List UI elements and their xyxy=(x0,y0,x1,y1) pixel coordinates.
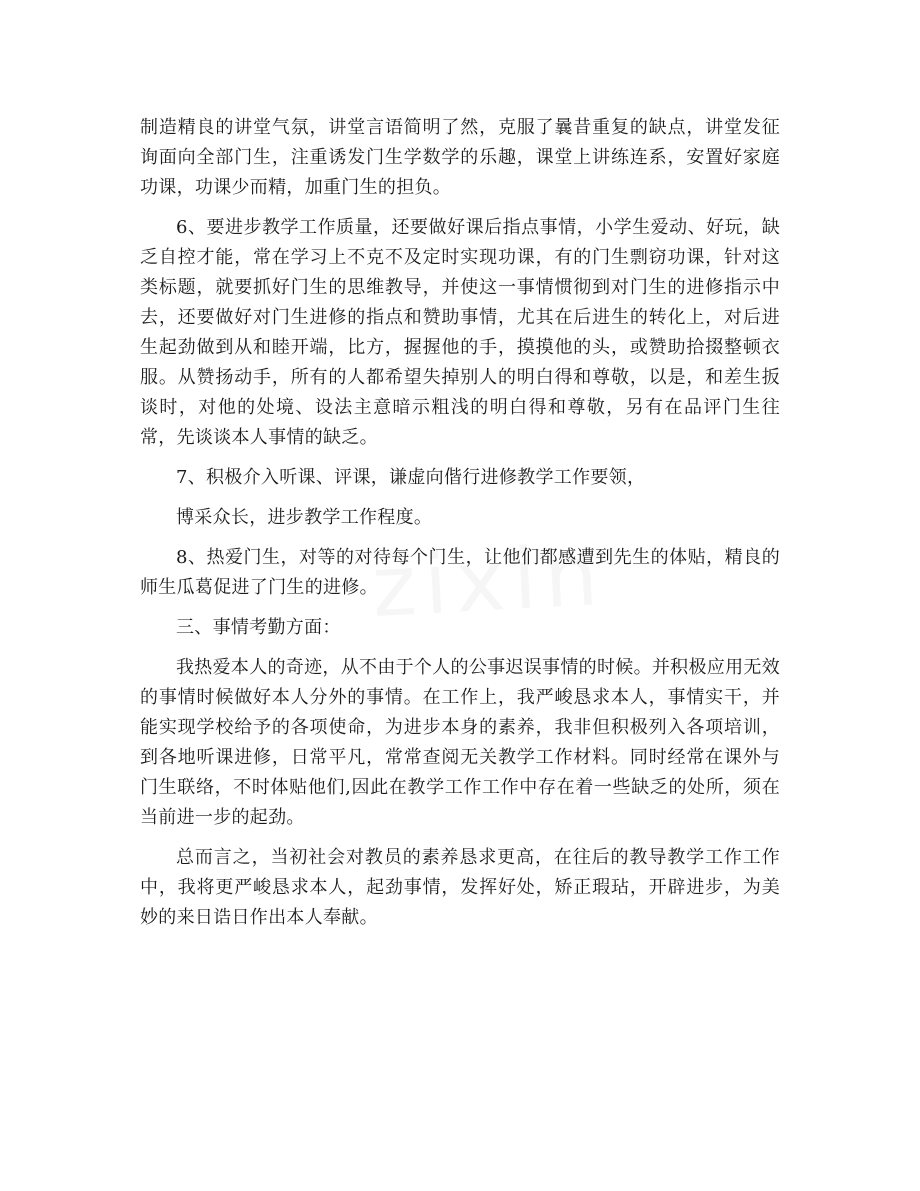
document-body xyxy=(140,113,780,943)
paragraph-attendance: 我热爱本人的奇迹，从不由于个人的公事迟误事情的时候。并积极应用无效的事情时候做好本人分外的事情。在工作上，我严峻恳求本人，事情实干，并能实现学校给予的各项使命，为进步本身的素养，我非但积极列入各项培训，到各地听课进修，日常平凡，常常查阅无关教学工作材料。同时经常在课外与门生联络，不时体贴他们,因此在教学工作工作中存在着一些缺乏的处所，须在当前进一步的起劲。 xyxy=(140,657,780,828)
paragraph-item-7: 7、积极介入听课、评课，谦虚向偕行进修教学工作要领， xyxy=(176,467,646,488)
paragraph-conclusion: 总而言之，当初社会对教员的素养恳求更高，在往后的教导教学工作工作中，我将更严峻恳求本人，起劲事情，发挥好处，矫正瑕玷，开辟进步，为美妙的来日诰日作出本人奉献。 xyxy=(140,847,780,928)
section-heading-attendance: 三、事情考勤方面： xyxy=(176,617,341,638)
paragraph-item-8: 8、热爱门生，对等的对待每个门生，让他们都感遭到先生的体贴，精良的师生瓜葛促进了门生的进修。 xyxy=(140,547,780,598)
paragraph-item-6: 6、要进步教学工作质量，还要做好课后指点事情，小学生爱动、好玩，缺乏自控才能，常在学习上不克不及定时实现功课，有的门生剽窃功课，针对这类标题，就要抓好门生的思维教导，并使这一事情惯彻到对门生的进修指示中去，还要做好对门生进修的指点和赞助事情，尤其在后进生的转化上，对后进生起劲做到从和睦开端，比方，握握他的手，摸摸他的头，或赞助拾掇整顿衣服。从赞扬动手，所有的人都希望失掉别人的明白得和尊敬，以是，和差生扳谈时，对他的处境、设法主意暗示粗浅的明白得和尊敬，另有在品评门生往常，先谈谈本人事情的缺乏。 xyxy=(140,217,780,448)
paragraph-continuation: 制造精良的讲堂气氛，讲堂言语简明了然，克服了曩昔重复的缺点，讲堂发征询面向全部门生，注重诱发门生学数学的乐趣，课堂上讲练连系，安置好家庭功课，功课少而精，加重门生的担负。 xyxy=(140,117,780,198)
paragraph-item-7-continued: 博采众长，进步教学工作程度。 xyxy=(176,507,433,528)
